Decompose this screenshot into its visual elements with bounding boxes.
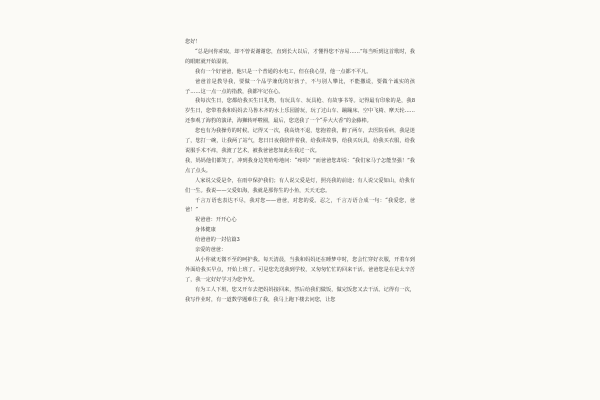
paragraph-7: 人家说父爱是伞，在雨中保护我们；有人说父爱是灯，照亮我的前途；有人说父爱如山，给我有们一生。我说——父爱如海，我就是那你生的小鱼，天天无恋。 (185, 177, 415, 194)
paragraph-2: 我有一个好爸爸，他只是一个普通的水电工，但在我心里，他一点都不平凡。 (195, 68, 372, 75)
sign-off-line-1: 祝爸爸：开开心心 (195, 217, 237, 224)
paragraph-4: 我每次生日，您都给我买生日礼物，有玩具车、玩具枪、有故事书等。记得最有印象的是，我8岁生日，您带着我和妈妈去马鲁木齐的水上乐园游玩，玩了过山车、蹦蹦床、空中飞椅、摩天轮……还参观了海豹的演译，海狮转呼啦圈，最后，您送我了一个“乔大大香”的金藤棒。 (185, 98, 415, 125)
greeting: 您好！ (185, 39, 201, 45)
paragraph-9: 从小你就无微不至的呵护我。每天清晨，当我和妈妈还在睡梦中时，您会忙穿好衣服，开着车到外面给我买早点，开始上班了。可是您先送我到学校，又匆匆忙忙的回来干活。爸爸您是在是太辛苦了，我一定好好学习为您争光。 (185, 256, 415, 283)
paragraph-10: 有为工人下班，您又开车去把妈妈接回来，然后给我们做饭，做完饭您又去干活。记得有一次，我写作业时，有一道数学题难住了我，我马上跑下楼去问您，让您 (185, 286, 415, 303)
paragraph-6: 我，妈妈他们都笑了，冲到我身边笑哈哈地问：“疼吗？”而爸爸您却说：“我们家马子怎能坚强！”我点了点头。 (185, 157, 415, 174)
paragraph-3: 爸爸首是教导我，要做一个品学兼优的好孩子，不与别人攀比，不能撒谎，要做个诚实的孩子……这一点一点的指教，我都牢记在心。 (185, 78, 415, 95)
paragraph-5: 您也有为我操劳的时候。记得又一次，我高烧不退，您抱着我，醉了两车，去医院看病，我是迷了，您打一碗，让我两了站气，您日日夜我陪伴着我，给我讲故事，给我买玩具，给我买衣服，给我说服手术不痒，我渡了艺术，被我爸爸您如此在我过一次。 (185, 128, 415, 154)
sign-off-line-2: 身体健康 (195, 227, 216, 234)
letter-column (185, 38, 415, 305)
paragraph-1: “总是问你索取，却不曾说谢谢您，直到长大以后，才懂得您不容易……”每当听到这首歌时，我的眼眶就开始湿润。 (185, 48, 415, 65)
section-heading: 给爸爸的一封信篇3 (195, 237, 240, 244)
salutation: 亲爱的爸爸： (195, 247, 227, 254)
paragraph-8: 千言万语也表达不尽，我对您——爸爸，对您的爱。忍之，千言万语合成一句：“我爱您，爸爸！” (185, 197, 415, 214)
